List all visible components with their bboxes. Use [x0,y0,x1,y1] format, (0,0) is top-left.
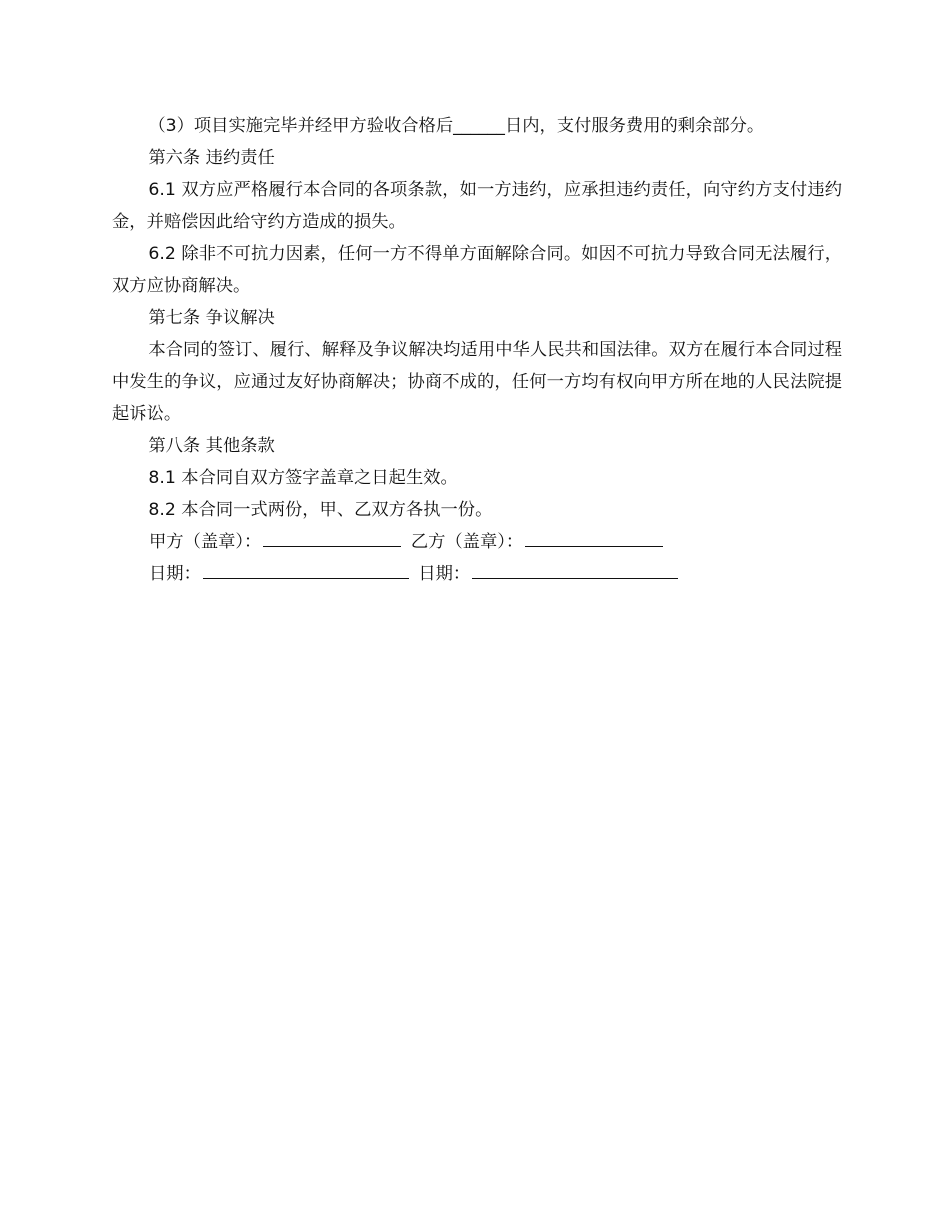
signature-row-parties [112,526,842,558]
clause-7: 本合同的签订、履行、解释及争议解决均适用中华人民共和国法律。双方在履行本合同过程中发生的争议，应通过友好协商解决；协商不成的，任何一方均有权向甲方所在地的人民法院提起诉讼。 [112,340,842,424]
article-8-heading: 第八条 其他条款 [148,436,275,456]
party-b-seal-blank [525,527,663,547]
party-a-seal-blank [263,527,401,547]
party-b-date-label: 日期： [418,564,471,584]
article-6-heading: 第六条 违约责任 [148,148,275,168]
party-a-seal-label: 甲方（盖章）： [149,532,262,552]
article-7-heading: 第七条 争议解决 [148,308,275,328]
clause-6-2: 6.2 除非不可抗力因素，任何一方不得单方面解除合同。如因不可抗力导致合同无法履行，双方应协商解决。 [112,244,842,296]
contract-body [112,110,842,590]
payment-clause-3: （3）项目实施完毕并经甲方验收合格后______日内，支付服务费用的剩余部分。 [148,116,765,136]
party-a-date-blank [203,559,409,579]
clause-8-2: 8.2 本合同一式两份，甲、乙双方各执一份。 [148,500,493,520]
party-b-seal-label: 乙方（盖章）： [410,532,524,552]
party-b-date-blank [472,559,678,579]
signature-row-dates [112,558,842,590]
clause-6-1: 6.1 双方应严格履行本合同的各项条款，如一方违约，应承担违约责任，向守约方支付违约金，并赔偿因此给守约方造成的损失。 [112,180,842,232]
party-a-date-label: 日期： [149,564,201,584]
clause-8-1: 8.1 本合同自双方签字盖章之日起生效。 [148,468,458,488]
